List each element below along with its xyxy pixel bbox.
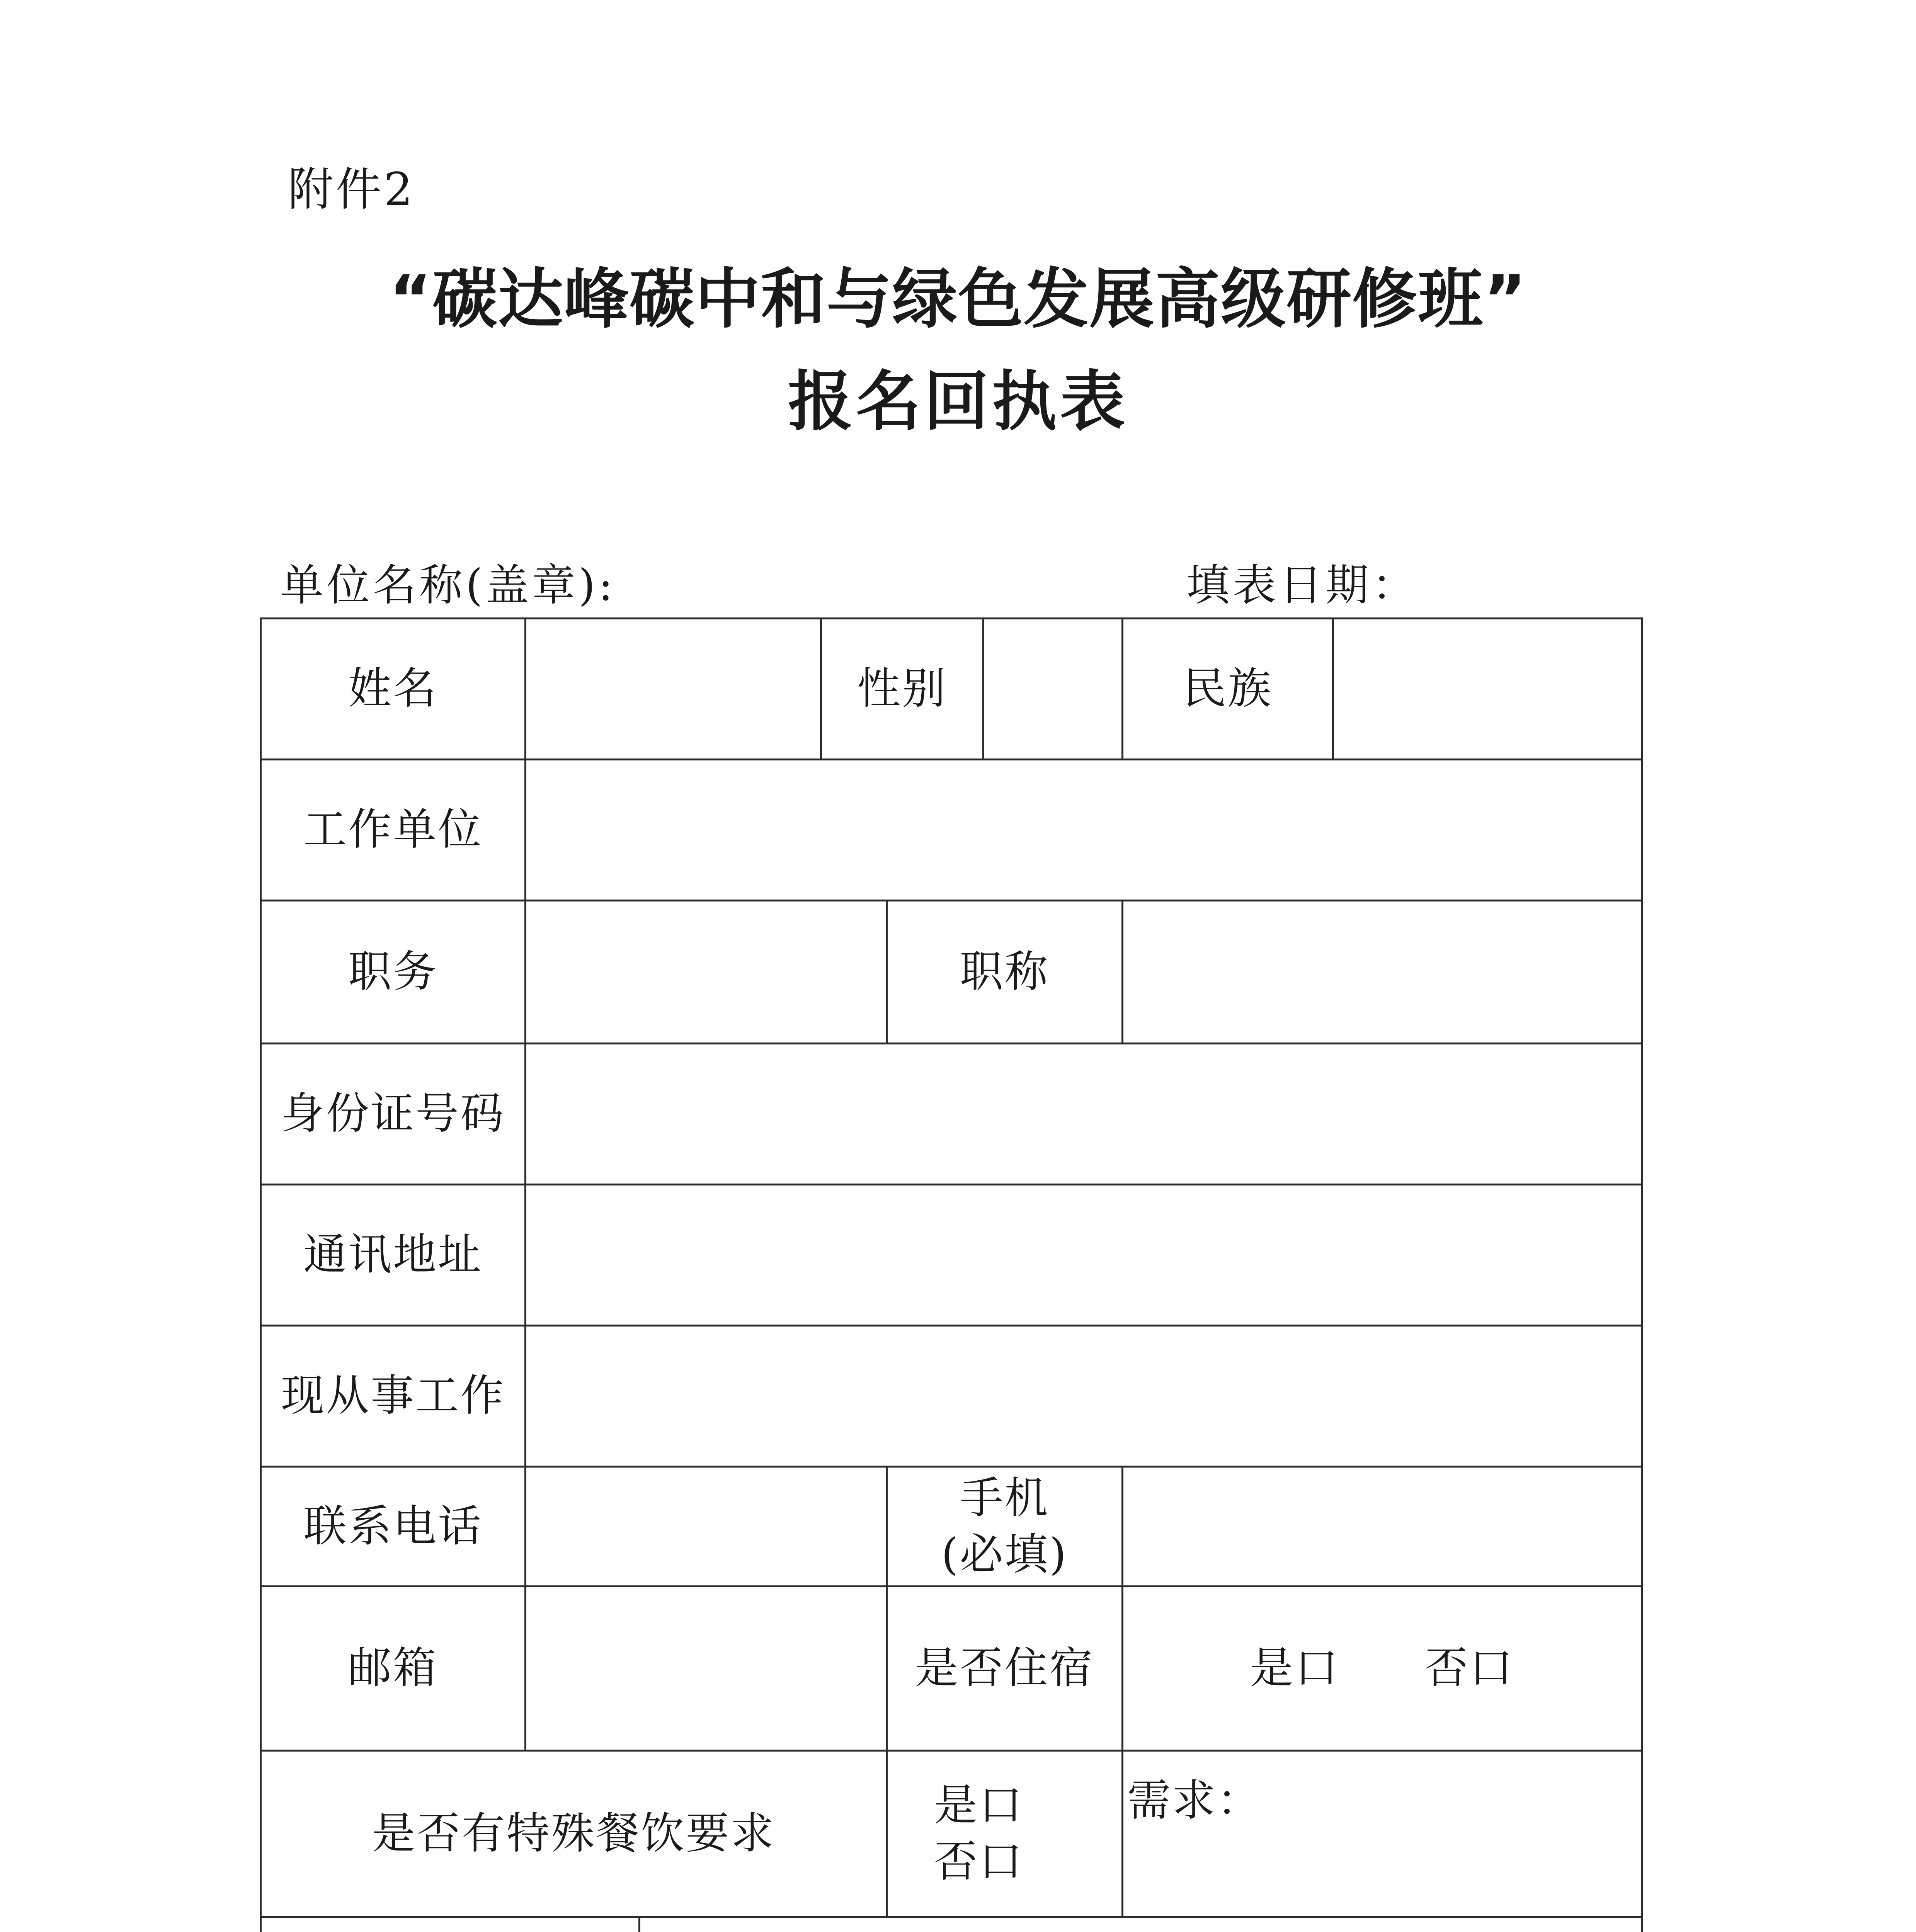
current-work-label: 现从事工作 [261, 1326, 526, 1467]
accommodation-yes-checkbox[interactable]: 是口 [1250, 1643, 1340, 1694]
table-row [261, 1326, 1642, 1467]
table-row [261, 760, 1642, 901]
mobile-label [887, 1467, 1123, 1587]
accommodation-label: 是否住宿 [887, 1587, 1123, 1751]
phone-field[interactable] [526, 1467, 887, 1587]
accommodation-options [1123, 1587, 1642, 1751]
special-diet-options [887, 1751, 1123, 1917]
honors-field[interactable] [640, 1917, 1642, 1932]
table-row [261, 1044, 1642, 1185]
position-label: 职务 [261, 901, 526, 1044]
special-diet-no-checkbox[interactable]: 否口 [934, 1836, 1024, 1887]
honors-label [261, 1917, 640, 1932]
workplace-label: 工作单位 [261, 760, 526, 901]
ethnicity-label: 民族 [1123, 619, 1333, 760]
accommodation-no-checkbox[interactable]: 否口 [1424, 1643, 1514, 1694]
attachment-label: 附件2 [288, 163, 415, 216]
mobile-label-line1: 手机 [960, 1473, 1050, 1523]
gender-label: 性别 [821, 619, 984, 760]
table-row [261, 1751, 1642, 1917]
registration-form-table [260, 617, 1643, 1932]
ethnicity-field[interactable] [1333, 619, 1642, 760]
special-diet-label: 是否有特殊餐饮要求 [261, 1751, 887, 1917]
id-number-field[interactable] [526, 1044, 1642, 1185]
position-field[interactable] [526, 901, 887, 1044]
current-work-field[interactable] [526, 1326, 1642, 1467]
table-row [261, 1185, 1642, 1326]
email-field[interactable] [526, 1587, 887, 1751]
id-number-label: 身份证号码 [261, 1044, 526, 1185]
diet-needs-field[interactable] [1123, 1751, 1642, 1917]
form-title: “碳达峰碳中和与绿色发展高级研修班” [389, 261, 1527, 337]
gender-field[interactable] [984, 619, 1123, 760]
name-label: 姓名 [261, 619, 526, 760]
workplace-field[interactable] [526, 760, 1642, 901]
name-field[interactable] [526, 619, 821, 760]
fill-date-label: 填表日期： [1186, 560, 1418, 611]
unit-name-label: 单位名称(盖章): [280, 560, 616, 611]
special-diet-yes-checkbox[interactable]: 是口 [934, 1780, 1024, 1830]
table-row [261, 1587, 1642, 1751]
table-row [261, 619, 1642, 760]
address-field[interactable] [526, 1185, 1642, 1326]
phone-label: 联系电话 [261, 1467, 526, 1587]
diet-needs-label: 需求： [1127, 1776, 1262, 1826]
professional-title-label: 职称 [887, 901, 1123, 1044]
table-row [261, 1917, 1642, 1932]
form-subtitle: 报名回执表 [788, 364, 1128, 439]
table-row [261, 1467, 1642, 1587]
mobile-required-note: (必填) [941, 1529, 1068, 1580]
mobile-field[interactable] [1123, 1467, 1642, 1587]
address-label: 通讯地址 [261, 1185, 526, 1326]
professional-title-field[interactable] [1123, 901, 1642, 1044]
table-row [261, 901, 1642, 1044]
email-label: 邮箱 [261, 1587, 526, 1751]
